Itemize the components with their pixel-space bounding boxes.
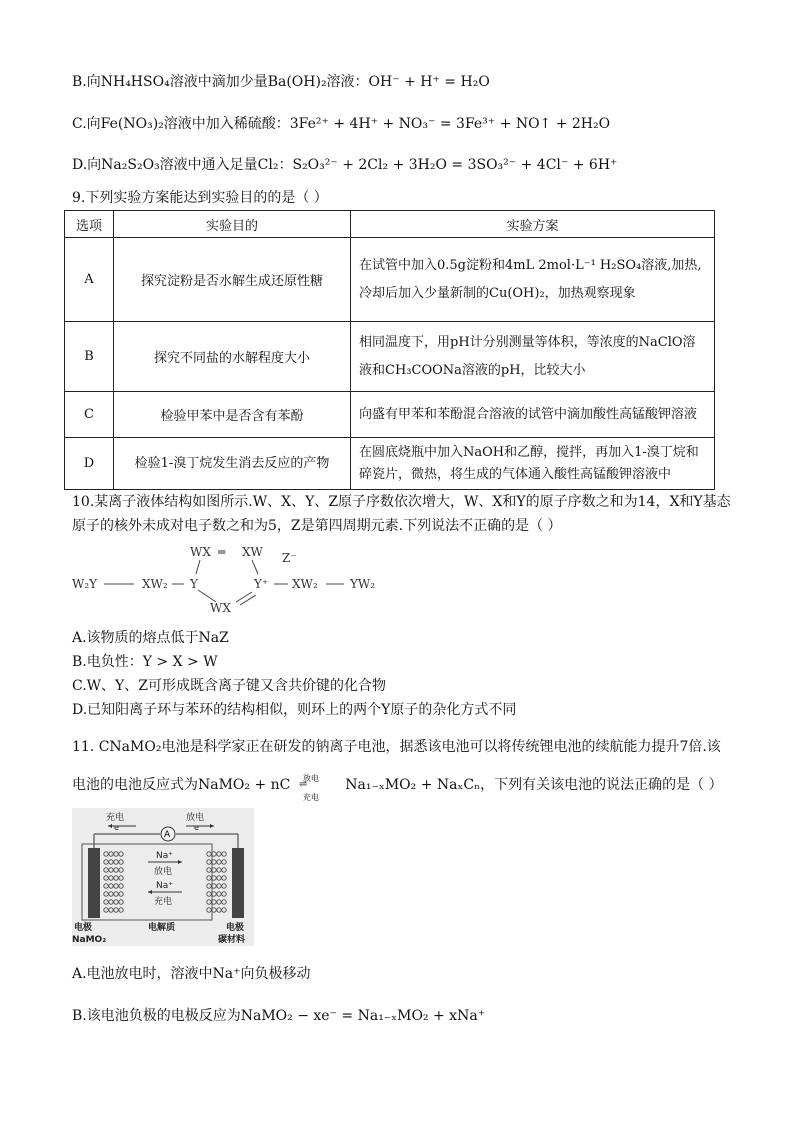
option-b-q11: B.该电池负极的电极反应为NaMO₂ − xe⁻ = Na₁₋ₓMO₂ + xNa⁺ [72, 1008, 486, 1024]
table-header: 选项 [65, 211, 114, 238]
option-d-q8: D.向Na₂S₂O₃溶液中通入足量Cl₂：S₂O₃²⁻ + 2Cl₂ + 3H₂O = 3SO₃²⁻ + 4Cl⁻ + 6H⁺ [72, 157, 618, 173]
bond-line [196, 560, 200, 574]
q11-equation-right: Na₁₋ₓMO₂ + NaₓCₙ，下列有关该电池的说法正确的是（ ） [345, 777, 723, 793]
label-electron-right: e⁻ [194, 823, 204, 832]
table-cell-option: A [65, 238, 114, 322]
question-11-line-2 [72, 774, 723, 802]
option-a-q11: A.电池放电时，溶液中Na⁺向负极移动 [72, 966, 311, 982]
question-10-line-2: 原子的核外未成对电子数之和为5，Z是第四周期元素.下列说法不正确的是（ ） [72, 518, 562, 534]
table-cell-option: C [65, 392, 114, 438]
table-row [65, 322, 715, 392]
ionic-liquid-structure [70, 540, 410, 620]
reversible-arrow [295, 774, 341, 802]
option-a-q10: A.该物质的熔点低于NaZ [72, 630, 229, 646]
struct-anion: Z⁻ [282, 551, 297, 565]
equilibrium-arrow-icon: ⇌ [298, 779, 308, 790]
table-cell-goal: 探究不同盐的水解程度大小 [114, 322, 351, 392]
struct-xw2-left: XW₂ [142, 577, 168, 591]
table-cell-goal: 检验甲苯中是否含有苯酚 [114, 392, 351, 438]
battery-diagram [72, 808, 254, 946]
experiment-table [64, 210, 715, 490]
table-cell-plan: 相同温度下，用pH计分别测量等体积，等浓度的NaClO溶液和CH₃COONa溶液的pH，比较大小 [351, 322, 715, 392]
label-electron-left: e⁻ [114, 823, 124, 832]
bond-line [198, 590, 216, 602]
struct-w2y: W₂Y [72, 577, 98, 591]
struct-xw-top-right: XW [242, 545, 263, 559]
struct-wx-top-left: WX [190, 545, 211, 559]
table-cell-plan: 在圆底烧瓶中加入NaOH和乙醇，搅拌，再加入1-溴丁烷和碎瓷片，微热，将生成的气体通入酸性高锰酸钾溶液中 [351, 438, 715, 490]
struct-yw2: YW₂ [350, 577, 376, 591]
label-electrolyte: 电解质 [148, 923, 176, 933]
label-charge-mid: 充电 [154, 897, 173, 907]
q11-equation-left: 电池的电池反应式为NaMO₂ + nC [72, 777, 291, 793]
bond-line [236, 592, 252, 602]
table-header-row [65, 211, 715, 238]
electrode-left [88, 848, 100, 918]
table-cell-goal: 探究淀粉是否水解生成还原性糖 [114, 238, 351, 322]
table-row [65, 392, 715, 438]
struct-y-plus: Y⁺ [254, 577, 269, 591]
table-cell-plan: 向盛有甲苯和苯酚混合溶液的试管中滴加酸性高锰酸钾溶液 [351, 392, 715, 438]
table-cell-goal: 检验1-溴丁烷发生消去反应的产物 [114, 438, 351, 490]
option-b-q10: B.电负性：Y > X > W [72, 654, 218, 670]
table-cell-plan: 在试管中加入0.5g淀粉和4mL 2mol·L⁻¹ H₂SO₄溶液,加热,冷却后加入少量新制的Cu(OH)₂，加热观察现象 [351, 238, 715, 322]
label-na-bottom: Na⁺ [156, 881, 173, 891]
table-cell-option: B [65, 322, 114, 392]
option-c-q8: C.向Fe(NO₃)₂溶液中加入稀硫酸：3Fe²⁺ + 4H⁺ + NO₃⁻ = 3Fe³⁺ + NO↑ + 2H₂O [72, 116, 611, 132]
table-row [65, 238, 715, 322]
option-b-q8: B.向NH₄HSO₄溶液中滴加少量Ba(OH)₂溶液：OH⁻ + H⁺ = H₂O [72, 74, 490, 90]
arrow-label-discharge: 放电 [302, 774, 319, 783]
electrode-right [232, 848, 244, 918]
struct-double-bond-top: ═ [218, 545, 226, 559]
option-d-q10: D.已知阳离子环与苯环的结构相似，则环上的两个Y原子的杂化方式不同 [72, 702, 517, 718]
table-header: 实验目的 [114, 211, 351, 238]
label-discharge-top: 放电 [186, 813, 205, 823]
option-c-q10: C.W、Y、Z可形成既含离子键又含共价键的化合物 [72, 678, 387, 694]
question-11-line-1: 11. CNaMO₂电池是科学家正在研发的钠离子电池，据悉该电池可以将传统锂电池的续航能力提升7倍.该 [72, 739, 721, 755]
label-na-top: Na⁺ [156, 851, 173, 861]
label-electrode-right-2: 碳材料 [218, 935, 246, 945]
label-discharge-mid: 放电 [154, 867, 173, 877]
ammeter-label: A [164, 830, 171, 840]
struct-y-left: Y [190, 577, 198, 591]
bond-line [240, 595, 256, 605]
table-cell-option: D [65, 438, 114, 490]
struct-wx-bottom: WX [210, 601, 231, 615]
struct-xw2-right: XW₂ [292, 577, 318, 591]
label-electrode-left-1: 电极 [74, 923, 93, 933]
question-9: 9.下列实验方案能达到实验目的的是（ ） [72, 190, 328, 206]
table-row [65, 438, 715, 490]
label-electrode-right-1: 电极 [226, 923, 245, 933]
bond-line [252, 560, 258, 574]
arrow-label-charge: 充电 [302, 793, 319, 802]
label-charge-top: 充电 [106, 813, 125, 823]
question-10-line-1: 10.某离子液体结构如图所示.W、X、Y、Z原子序数依次增大，W、X和Y的原子序数之和为14，X和Y基态 [72, 494, 731, 510]
table-header: 实验方案 [351, 211, 715, 238]
label-electrode-left-2: NaMO₂ [72, 935, 107, 945]
